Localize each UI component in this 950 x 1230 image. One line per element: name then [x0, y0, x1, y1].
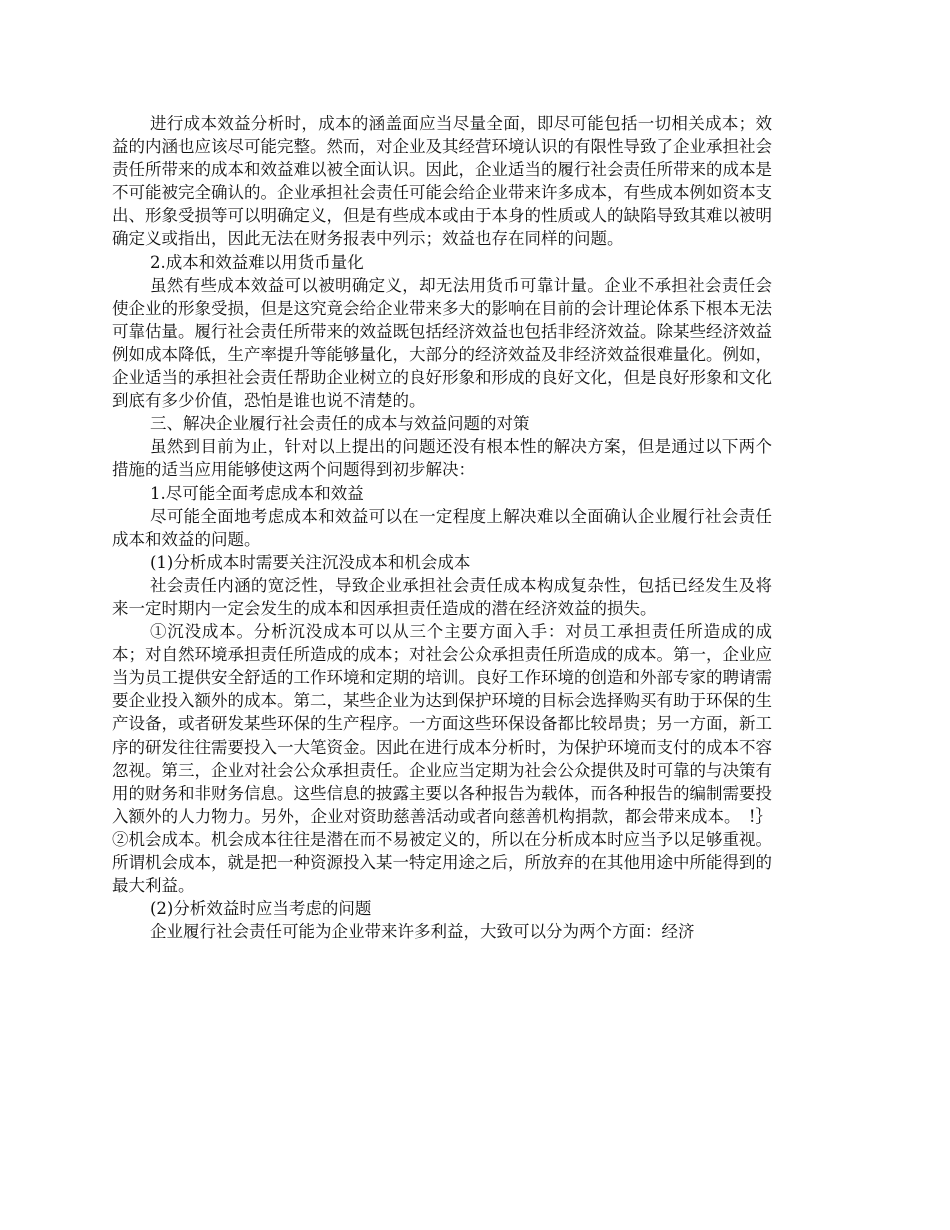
heading-countermeasures: 三、解决企业履行社会责任的成本与效益问题的对策 [150, 414, 530, 434]
paragraph-countermeasures-intro: 虽然到目前为止，针对以上提出的问题还没有根本性的解决方案，但是通过以下两个措施的适当应用能够使这两个问题得到初步解决： [112, 437, 772, 480]
document-page [112, 112, 772, 943]
paragraph-sunk-opportunity-detail: ①沉没成本。分析沉没成本可以从三个主要方面入手：对员工承担责任所造成的成本；对自然环境承担责任所造成的成本；对社会公众承担责任所造成的成本。第一，企业应当为员工提供安全舒适的工作环境和定期的培训。良好工作环境的创造和外部专家的聘请需要企业投入额外的成本。第二，某些企业为达到保护环境的目标会选择购买有助于环保的生产设备，或者研发某些环保的生产程序。一方面这些环保设备都比较昂贵；另一方面，新工序的研发往往需要投入一大笔资金。因此在进行成本分析时，为保护环境而支付的成本不容忽视。第三，企业对社会公众承担责任。企业应当定期为社会公众提供及时可靠的与决策有用的财务和非财务信息。这些信息的披露主要以各种报告为载体，而各种报告的编制需要投入额外的人力物力。另外，企业对资助慈善活动或者向慈善机构捐款，都会带来成本。 !｝②机会成本。机会成本往往是潜在而不易被定义的，所以在分析成本时应当予以足够重视。所谓机会成本，就是把一种资源投入某一特定用途之后，所放弃的在其他用途中所能得到的最大利益。 [112, 622, 772, 896]
paragraph-monetary-measurement: 虽然有些成本效益可以被明确定义，却无法用货币可靠计量。企业不承担社会责任会使企业的形象受损，但是这究竟会给企业带来多大的影响在目前的会计理论体系下根本无法可靠估量。履行社会责任所带来的效益既包括经济效益也包括非经济效益。除某些经济效益例如成本降低，生产率提升等能够量化，大部分的经济效益及非经济效益很难量化。例如，企业适当的承担社会责任帮助企业树立的良好形象和形成的良好文化，但是良好形象和文化到底有多少价值，恐怕是谁也说不清楚的。 [112, 275, 772, 411]
heading-sunk-and-opportunity-cost: (1)分析成本时需要关注沉没成本和机会成本 [150, 552, 471, 572]
paragraph-comprehensive-consideration: 尽可能全面地考虑成本和效益可以在一定程度上解决难以全面确认企业履行社会责任成本和效益的问题。 [112, 506, 772, 549]
heading-comprehensive-consideration: 1.尽可能全面考虑成本和效益 [150, 483, 364, 503]
heading-quantification-difficulty: 2.成本和效益难以用货币量化 [150, 252, 364, 272]
paragraph-benefit-intro: 企业履行社会责任可能为企业带来许多利益，大致可以分为两个方面：经济 [150, 922, 695, 942]
paragraph-cost-benefit-scope: 进行成本效益分析时，成本的涵盖面应当尽量全面，即尽可能包括一切相关成本；效益的内涵也应该尽可能完整。然而，对企业及其经营环境认识的有限性导致了企业承担社会责任所带来的成本和效益难以被全面认识。因此，企业适当的履行社会责任所带来的成本是不可能被完全确认的。企业承担社会责任可能会给企业带来许多成本，有些成本例如资本支出、形象受损等可以明确定义，但是有些成本或由于本身的性质或人的缺陷导致其难以被明确定义或指出，因此无法在财务报表中列示；效益也存在同样的问题。 [112, 114, 772, 249]
heading-benefit-analysis: (2)分析效益时应当考虑的问题 [150, 899, 372, 919]
paragraph-cost-complexity: 社会责任内涵的宽泛性，导致企业承担社会责任成本构成复杂性，包括已经发生及将来一定时期内一定会发生的成本和因承担责任造成的潜在经济效益的损失。 [112, 575, 772, 618]
